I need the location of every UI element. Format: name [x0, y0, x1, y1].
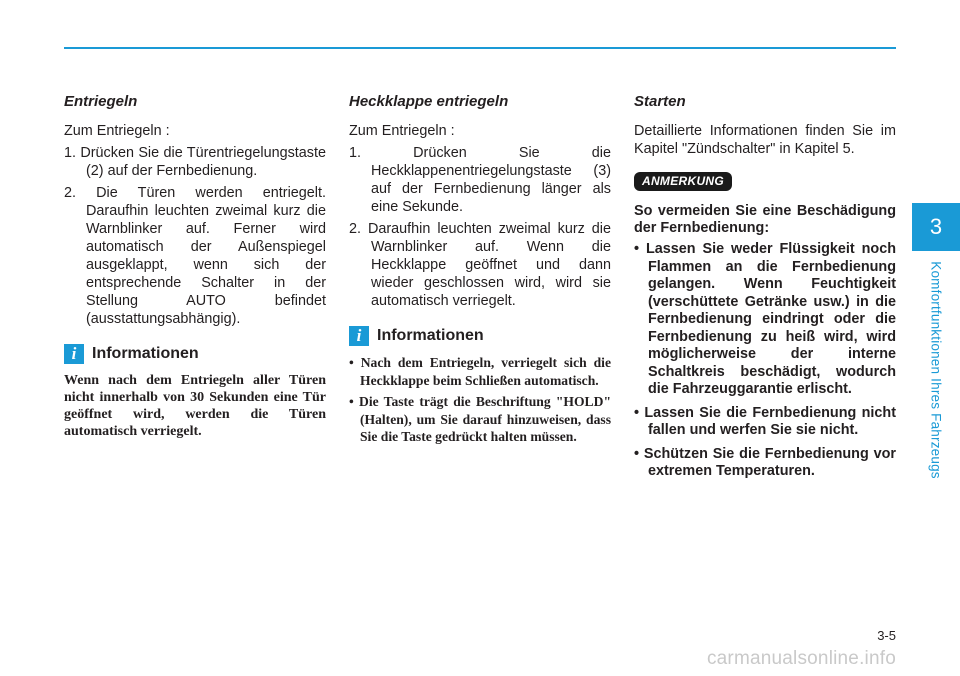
info-title: Informationen — [92, 345, 199, 362]
column-starten — [634, 92, 896, 487]
watermark: carmanualsonline.info — [706, 648, 896, 669]
section-heading: Starten — [634, 93, 686, 110]
note-item: • Lassen Sie weder Flüssigkeit noch Flammen an die Fernbedienung gelangen. Wenn Feuchtigkeit (verschüttete Getränke usw.) in die Fernbedienung eindringt oder die Fernbedienung zu heiß wird, wird möglicherweise der interne Schaltkreis beschädigt, wodurch die Fahrzeuggarantie erlischt. — [634, 241, 896, 397]
info-title: Informationen — [377, 327, 484, 344]
step-item: 1. Drücken Sie die Türentriegelungstaste (2) auf der Fernbedienung. — [64, 145, 326, 179]
chapter-tab: 3 — [912, 203, 960, 251]
step-item: 2. Daraufhin leuchten zweimal kurz die Warnblinker auf. Wenn die Heckklappe geöffnet und dann wieder geschlossen wird, wird sie automatisch verriegelt. — [349, 221, 611, 309]
info-item: • Die Taste trägt die Beschriftung "HOLD" (Halten), um Sie darauf hinzuweisen, dass Sie die Taste gedrückt halten müssen. — [349, 394, 611, 444]
info-box-header — [64, 344, 326, 364]
section-heading: Heckklappe entriegeln — [349, 93, 509, 110]
info-item: • Nach dem Entriegeln, verriegelt sich die Heckklappe beim Schließen automatisch. — [349, 355, 611, 388]
steps-list — [349, 144, 611, 310]
note-list — [634, 241, 896, 481]
column-heckklappe — [349, 92, 611, 450]
note-item: • Schützen Sie die Fernbedienung vor extremen Temperaturen. — [634, 445, 896, 479]
step-item: 1. Drücken Sie die Heckklappenentriegelungstaste (3) auf der Fernbedienung länger als eine Sekunde. — [349, 145, 611, 215]
info-box-header — [349, 326, 611, 346]
info-icon: i — [64, 344, 84, 364]
note-badge: ANMERKUNG — [634, 172, 732, 191]
top-rule — [64, 47, 896, 49]
info-icon: i — [349, 326, 369, 346]
info-list — [349, 354, 611, 446]
chapter-title: Komfortfunktionen Ihres Fahrzeugs — [928, 261, 944, 479]
intro-text: Zum Entriegeln : — [349, 123, 455, 139]
note-item: • Lassen Sie die Fernbedienung nicht fallen und werfen Sie sie nicht. — [634, 404, 896, 438]
intro-text: Detaillierte Informationen finden Sie im Kapitel "Zündschalter" in Kapitel 5. — [634, 123, 896, 157]
page-number: 3-5 — [877, 628, 896, 643]
steps-list — [64, 144, 326, 328]
step-item: 2. Die Türen werden entriegelt. Daraufhin leuchten zweimal kurz die Warnblinker auf. Ferner wird automatisch der Außenspiegel ausgeklappt, wenn sich der entsprechende Schalter in der Stellung AUTO befindet (ausstattungsabhängig). — [64, 185, 326, 327]
section-heading: Entriegeln — [64, 93, 138, 110]
note-heading: So vermeiden Sie eine Beschädigung der Fernbedienung: — [634, 203, 896, 236]
intro-text: Zum Entriegeln : — [64, 123, 170, 139]
column-entriegeln — [64, 92, 326, 440]
info-text: Wenn nach dem Entriegeln aller Türen nicht innerhalb von 30 Sekunden eine Tür geöffnet wird, werden die Türen automatisch verriegelt. — [64, 373, 326, 439]
